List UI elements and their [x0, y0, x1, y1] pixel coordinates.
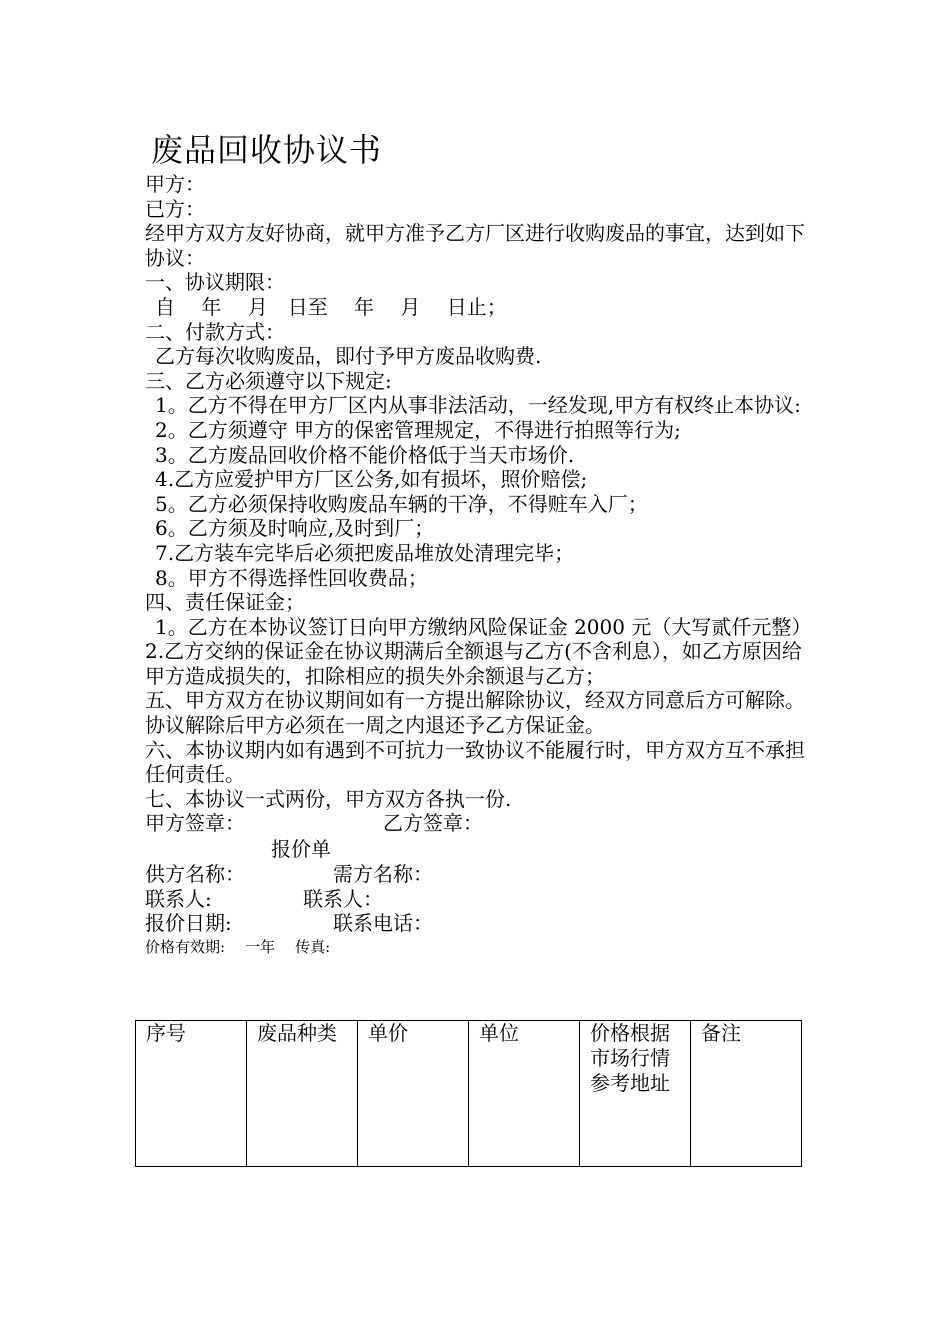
- signature-b: 乙方签章：: [383, 811, 483, 836]
- table-header-cell: 序号: [136, 1021, 247, 1167]
- quote-date-label: 报价日期:: [145, 911, 232, 936]
- validity-value: 一年: [245, 937, 276, 956]
- rule-item: 8。甲方不得选择性回收费品；: [155, 565, 428, 590]
- section-5: 五、甲方双方在协议期间如有一方提出解除协议，经双方同意后方可解除。协议解除后甲方必须在一周之内退还予乙方保证金。: [145, 688, 805, 738]
- table-row: [136, 1021, 802, 1167]
- section-7: 七、本协议一式两份，甲方双方各执一份.: [145, 786, 512, 811]
- quote-row-validity: [145, 936, 810, 958]
- quote-title: 报价单: [271, 837, 331, 862]
- section-2-body: 乙方每次收购废品，即付予甲方废品收购费.: [155, 344, 542, 369]
- section-4-title: 四、责任保证金；: [145, 590, 305, 615]
- rule-item: 7.乙方装车完毕后必须把废品堆放处清理完毕；: [155, 540, 575, 565]
- table-header-cell: 备注: [691, 1021, 802, 1167]
- section-2-title: 二、付款方式：: [145, 319, 285, 344]
- contact-label-1: 联系人:: [145, 886, 212, 911]
- signature-a: 甲方签章：: [145, 811, 245, 836]
- section-1-body: 自 年 月 日至 年 月 日止；: [155, 294, 507, 319]
- contact-label-2: 联系人：: [303, 886, 383, 911]
- party-a: 甲方：: [145, 172, 205, 196]
- phone-label: 联系电话：: [333, 911, 433, 936]
- quote-table: [135, 1020, 802, 1167]
- rule-item: 1。乙方不得在甲方厂区内从事非法活动，一经发现,甲方有权终止本协议:: [155, 393, 801, 418]
- table-header-cell: 单价: [358, 1021, 469, 1167]
- table-header-cell: 废品种类: [247, 1021, 358, 1167]
- supplier-label: 供方名称：: [145, 862, 245, 887]
- signature-row: [145, 811, 810, 836]
- intro-paragraph: 经甲方双方友好协商，就甲方准予乙方厂区进行收购废品的事宜，达到如下协议：: [145, 221, 805, 270]
- buyer-label: 需方名称：: [333, 862, 433, 887]
- quote-row-contacts: [145, 887, 810, 912]
- party-b: 已方：: [145, 196, 205, 221]
- rule-item: 2。乙方须遵守 甲方的保密管理规定，不得进行拍照等行为;: [155, 417, 681, 442]
- section-1-title: 一、协议期限：: [145, 270, 285, 295]
- fax-label: 传真:: [295, 937, 331, 956]
- rule-item: 3。乙方废品回收价格不能价格低于当天市场价.: [155, 442, 575, 467]
- section-4-item-2: 2.乙方交纳的保证金在协议期满后全额退与乙方(不含利息），如乙方原因给甲方造成损失的，扣除相应的损失外余额退与乙方；: [145, 639, 802, 688]
- section-4-item-1: 1。乙方在本协议签订日向甲方缴纳风险保证金 2000 元（大写贰仟元整）: [155, 614, 812, 639]
- rule-item: 5。乙方必须保持收购废品车辆的干净，不得赃车入厂；: [155, 491, 648, 516]
- table-header-cell: 价格根据市场行情参考地址: [580, 1021, 691, 1167]
- section-6: 六、本协议期内如有遇到不可抗力一致协议不能履行时，甲方双方互不承担任何责任。: [145, 737, 805, 787]
- section-3-title: 三、乙方必须遵守以下规定:: [145, 368, 392, 393]
- validity-label: 价格有效期:: [145, 937, 226, 956]
- quote-row-date: [145, 911, 810, 936]
- agreement-document: [145, 128, 810, 958]
- rule-item: 6。乙方须及时响应,及时到厂；: [155, 516, 435, 541]
- table-header-cell: 单位: [469, 1021, 580, 1167]
- document-title: 废品回收协议书: [151, 131, 383, 169]
- rule-item: 4.乙方应爱护甲方厂区公务,如有损坏，照价赔偿;: [155, 467, 588, 492]
- quote-row-names: [145, 862, 810, 887]
